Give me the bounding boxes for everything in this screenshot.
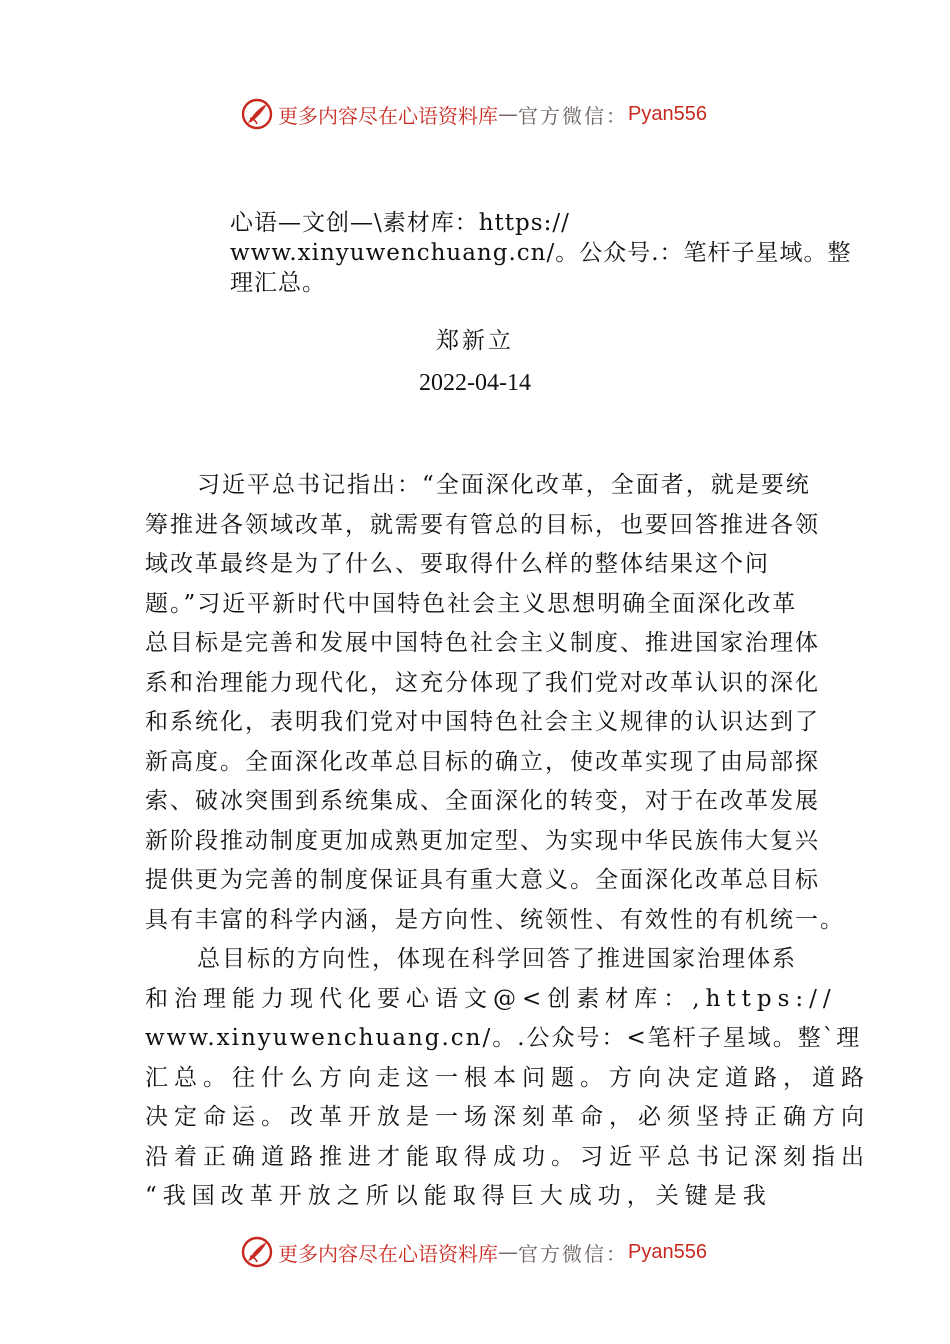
body-line: 新高度。全面深化改革总目标的确立，使改革实现了由局部探 (145, 748, 820, 775)
brush-logo-icon (240, 1235, 274, 1269)
banner-wechat-label: 官方微信： (518, 1241, 628, 1266)
body-line: 具有丰富的科学内涵，是方向性、统领性、有效性的有机统一。 (145, 906, 845, 933)
body-line: 题。”习近平新时代中国特色社会主义思想明确全面深化改革 (145, 590, 798, 617)
body-line: 习近平总书记指出：“全面深化改革，全面者，就是要统 (197, 472, 811, 498)
banner-dash: — (498, 1240, 518, 1264)
watermark-banner-bottom (240, 1234, 707, 1270)
brush-logo-icon (240, 97, 274, 131)
banner-text: 更多内容尽在心语资料库 (278, 1241, 498, 1266)
watermark-banner-top (240, 96, 707, 132)
body-line: 索、破冰突围到系统集成、全面深化的转变，对于在改革发展 (145, 788, 820, 814)
body-line: 总目标的方向性，体现在科学回答了推进国家治理体系 (197, 946, 797, 972)
banner-wechat-label: 官方微信： (518, 103, 628, 128)
body-line: 决定命运。改革开放是一场深刻革命，必须坚持正确方向 (145, 1104, 870, 1130)
article-body (145, 466, 870, 1217)
body-line: 和治理能力现代化要心语文@<创素材库：,https:// (145, 985, 837, 1012)
body-line: 和系统化，表明我们党对中国特色社会主义规律的认识达到了 (145, 709, 820, 735)
author-name: 郑新立 (436, 328, 514, 354)
body-line: 沿着正确道路推进才能取得成功。习近平总书记深刻指出 (145, 1143, 870, 1170)
header-line: 心语—文创—\素材库：https:// (230, 210, 570, 236)
banner-wechat-id: Pyan556 (628, 102, 707, 125)
body-line: 新阶段推动制度更加成熟更加定型、为实现中华民族伟大复兴 (145, 827, 820, 854)
body-line: 提供更为完善的制度保证具有重大意义。全面深化改革总目标 (145, 867, 820, 893)
publish-date: 2022-04-14 (419, 370, 531, 396)
header-line: 理汇总。 (230, 270, 326, 296)
body-line: www.xinyuwenchuang.cn/。.公众号：<笔杆子星域。整`理 (145, 1025, 862, 1051)
banner-text: 更多内容尽在心语资料库 (278, 103, 498, 128)
banner-dash: — (498, 102, 518, 126)
body-line: 系和治理能力现代化，这充分体现了我们党对改革认识的深化 (145, 669, 820, 696)
body-line: “我国改革开放之所以能取得巨大成功，关键是我 (145, 1183, 772, 1209)
body-line: 筹推进各领域改革，就需要有管总的目标，也要回答推进各领 (145, 511, 820, 538)
banner-wechat-id: Pyan556 (628, 1240, 707, 1263)
body-line: 汇总。往什么方向走这一根本问题。方向决定道路，道路 (145, 1064, 870, 1091)
header-note (230, 208, 852, 298)
body-line: 域改革最终是为了什么、要取得什么样的整体结果这个问 (145, 551, 770, 577)
header-line: www.xinyuwenchuang.cn/。公众号.：笔杆子星域。整 (230, 240, 852, 266)
body-line: 总目标是完善和发展中国特色社会主义制度、推进国家治理体 (145, 630, 820, 656)
